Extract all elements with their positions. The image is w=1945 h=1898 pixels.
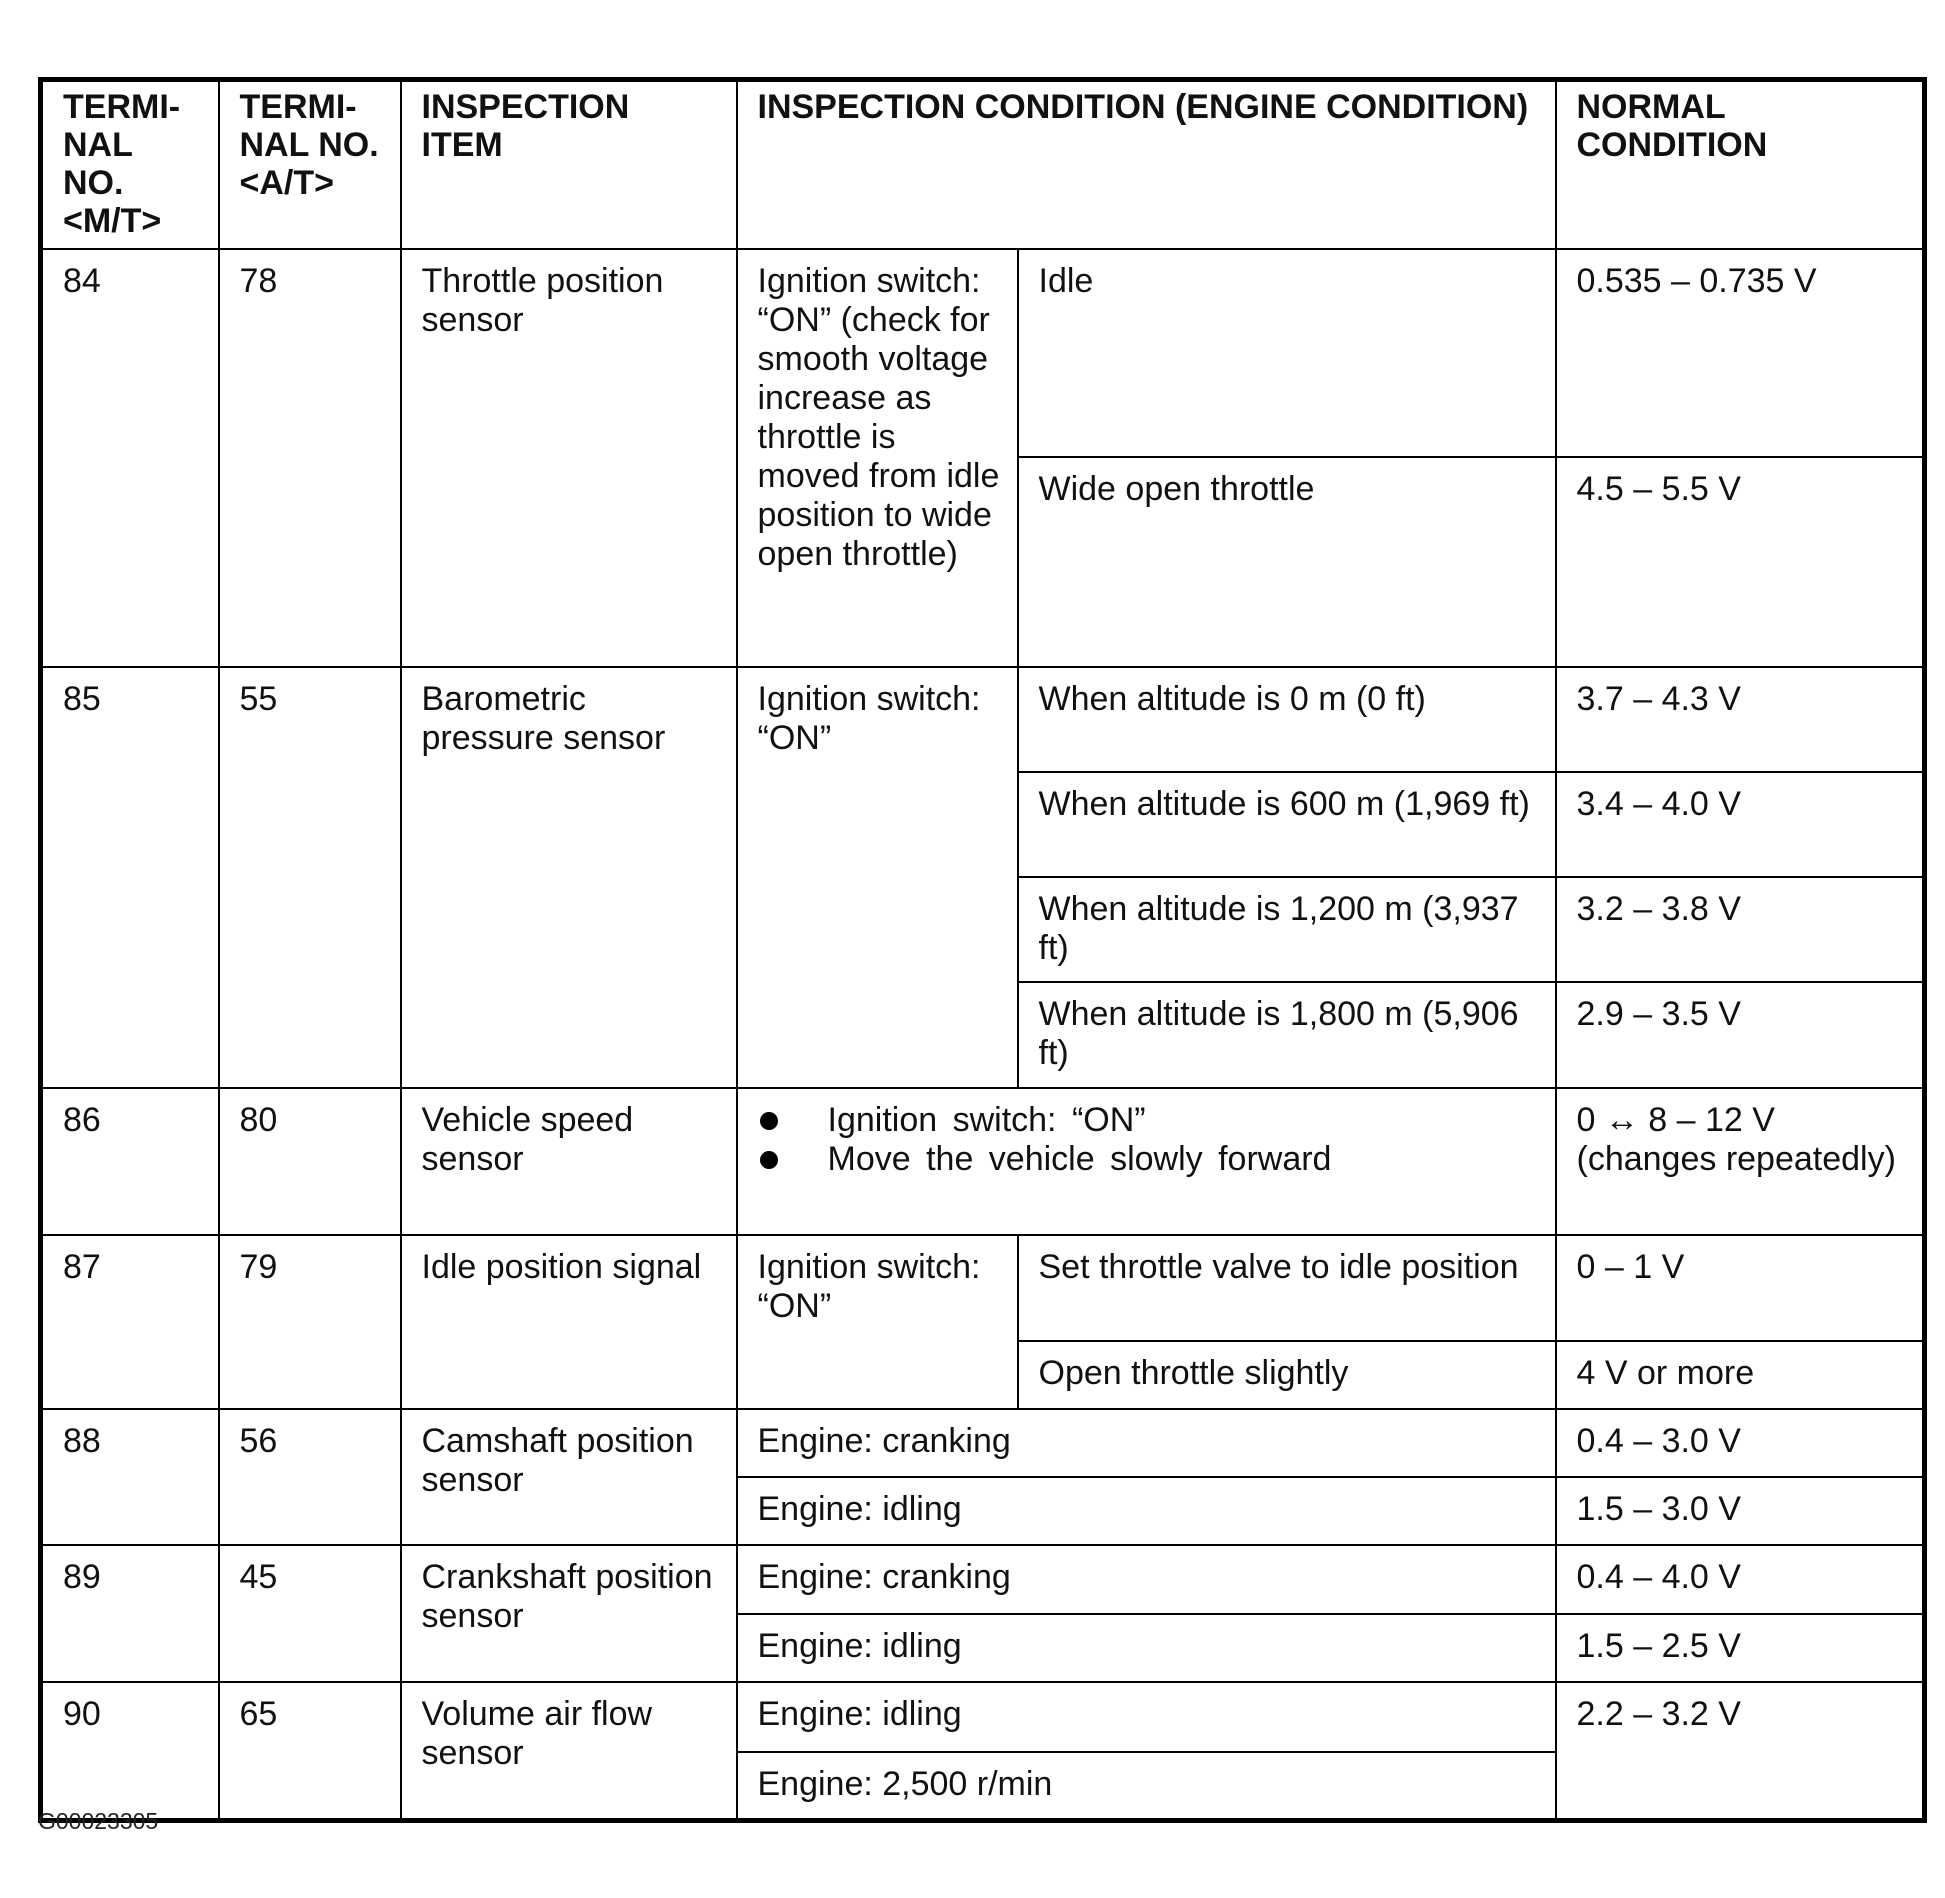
inspection-condition-cell: Ignition switch: “ON” [737,667,1018,1088]
inspection-condition-cell: Ignition switch: “ON” (check for smooth voltage increase as throttle is moved from idle position to wide open throttle) [737,249,1018,667]
table-row [41,1409,1925,1477]
inspection-condition-cell: Engine: 2,500 r/min [737,1752,1556,1820]
table-row [41,1682,1925,1752]
normal-condition-cell: 1.5 – 2.5 V [1556,1614,1925,1682]
sub-condition-cell: When altitude is 1,200 m (3,937 ft) [1018,877,1556,982]
inspection-item-cell: Barometric pressure sensor [401,667,737,1088]
terminal-mt-cell: 89 [41,1545,219,1682]
header-inspection-item: INSPECTION ITEM [401,80,737,250]
sub-condition-cell: Open throttle slightly [1018,1341,1556,1409]
normal-condition-cell: 0.4 – 3.0 V [1556,1409,1925,1477]
normal-condition-cell: 0 – 1 V [1556,1235,1925,1341]
table-row [41,1088,1925,1235]
terminal-mt-cell: 87 [41,1235,219,1409]
header-inspection-condition: INSPECTION CONDITION (ENGINE CONDITION) [737,80,1556,250]
list-item: Move the vehicle slowly forward [758,1140,1539,1179]
normal-condition-cell: 4 V or more [1556,1341,1925,1409]
sub-condition-cell: When altitude is 1,800 m (5,906 ft) [1018,982,1556,1088]
normal-condition-cell: 3.7 – 4.3 V [1556,667,1925,772]
inspection-condition-cell: Engine: idling [737,1682,1556,1752]
table-row [41,249,1925,457]
sub-condition-cell: When altitude is 0 m (0 ft) [1018,667,1556,772]
normal-condition-cell: 3.4 – 4.0 V [1556,772,1925,877]
inspection-condition-cell: Ignition switch: “ON” [737,1235,1018,1409]
inspection-condition-cell: Engine: cranking [737,1409,1556,1477]
list-item: Ignition switch: “ON” [758,1101,1539,1140]
terminal-at-cell: 55 [219,667,401,1088]
terminal-at-cell: 80 [219,1088,401,1235]
terminal-mt-cell: 88 [41,1409,219,1545]
spec-table-wrapper [38,77,1922,1823]
header-normal-condition: NORMAL CONDITION [1556,80,1925,250]
table-row [41,1235,1925,1341]
terminal-mt-cell: 86 [41,1088,219,1235]
inspection-condition-cell: Engine: idling [737,1477,1556,1545]
normal-condition-cell: 0.535 – 0.735 V [1556,249,1925,457]
inspection-item-cell: Vehicle speed sensor [401,1088,737,1235]
terminal-inspection-table [38,77,1927,1823]
terminal-mt-cell: 85 [41,667,219,1088]
table-row [41,1545,1925,1614]
sub-condition-cell: Idle [1018,249,1556,457]
terminal-mt-cell: 84 [41,249,219,667]
inspection-item-cell: Volume air flow sensor [401,1682,737,1820]
inspection-condition-cell: Engine: cranking [737,1545,1556,1614]
terminal-at-cell: 45 [219,1545,401,1682]
header-terminal-at: TERMI- NAL NO. <A/T> [219,80,401,250]
terminal-at-cell: 56 [219,1409,401,1545]
terminal-at-cell: 79 [219,1235,401,1409]
table-row [41,667,1925,772]
terminal-at-cell: 78 [219,249,401,667]
normal-condition-cell: 2.9 – 3.5 V [1556,982,1925,1088]
condition-bullet-list [758,1101,1539,1179]
figure-code: G00023305 [38,1808,159,1834]
terminal-mt-cell: 90 [41,1682,219,1820]
sub-condition-cell: Set throttle valve to idle position [1018,1235,1556,1341]
inspection-item-cell: Idle position signal [401,1235,737,1409]
normal-condition-cell: 0.4 – 4.0 V [1556,1545,1925,1614]
normal-condition-cell: 1.5 – 3.0 V [1556,1477,1925,1545]
header-terminal-mt: TERMI- NAL NO. <M/T> [41,80,219,250]
sub-condition-cell: Wide open throttle [1018,457,1556,667]
sub-condition-cell: When altitude is 600 m (1,969 ft) [1018,772,1556,877]
inspection-condition-cell [737,1088,1556,1235]
inspection-item-cell: Throttle position sensor [401,249,737,667]
normal-condition-cell: 4.5 – 5.5 V [1556,457,1925,667]
normal-condition-cell: 0 ↔ 8 – 12 V (changes repeatedly) [1556,1088,1925,1235]
header-row [41,80,1925,250]
normal-condition-cell: 3.2 – 3.8 V [1556,877,1925,982]
normal-condition-cell: 2.2 – 3.2 V [1556,1682,1925,1820]
inspection-item-cell: Crankshaft position sensor [401,1545,737,1682]
inspection-item-cell: Camshaft position sensor [401,1409,737,1545]
terminal-at-cell: 65 [219,1682,401,1820]
inspection-condition-cell: Engine: idling [737,1614,1556,1682]
